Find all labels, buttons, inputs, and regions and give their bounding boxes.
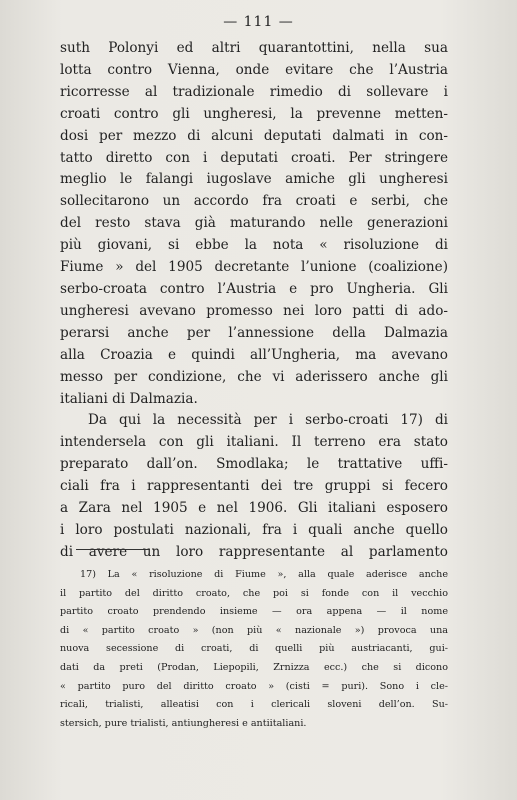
body-line: del resto stava già maturando nelle generazioni	[60, 215, 448, 232]
body-line: italiani di Dalmazia.	[60, 390, 198, 407]
footnote-line: stersich, pure trialisti, antiungheresi e antiitaliani.	[60, 717, 307, 729]
body-line: più giovani, si ebbe la nota « risoluzione di	[60, 237, 448, 254]
body-line: dosi per mezzo di alcuni deputati dalmati in con-	[60, 127, 448, 144]
body-line: tatto diretto con i deputati croati. Per stringere	[60, 149, 448, 166]
body-line: ciali fra i rappresentanti dei tre gruppi si fecero	[60, 478, 448, 495]
body-line: perarsi anche per l’annessione della Dalmazia	[60, 324, 448, 341]
footnote-line: ricali, trialisti, alleatisi con i clericali sloveni dell’on. Su-	[60, 699, 448, 711]
body-line: di avere un loro rappresentante al parlamento	[60, 543, 448, 560]
body-line: i loro postulati nazionali, fra i quali anche quello	[60, 521, 448, 538]
body-line: suth Polonyi ed altri quarantottini, nella sua	[60, 40, 448, 56]
body-line: Da qui la necessità per i serbo-croati 17) di	[88, 412, 448, 429]
footnote-line: di « partito croato » (non più « nazionale ») provoca una	[60, 624, 448, 636]
footnote-line: partito croato prendendo insieme — ora appena — il nome	[60, 606, 448, 618]
body-line: sollecitarono un accordo fra croati e serbi, che	[60, 193, 448, 210]
body-line: Fiume » del 1905 decretante l’unione (coalizione)	[60, 259, 448, 276]
body-line: lotta contro Vienna, onde evitare che l’Austria	[60, 61, 448, 78]
footnote-line: 17) La « risoluzione di Fiume », alla quale aderisce anche	[80, 569, 448, 580]
body-line: intendersela con gli italiani. Il terreno era stato	[60, 434, 448, 451]
body-line: meglio le falangi iugoslave amiche gli ungheresi	[60, 171, 448, 188]
body-line: ungheresi avevano promesso nei loro patti di ado-	[60, 302, 448, 319]
footnote-line: dati da preti (Prodan, Liepopili, Zrnizza ecc.) che si dicono	[60, 661, 448, 673]
body-line: ricorresse al tradizionale rimedio di sollevare i	[60, 83, 448, 100]
footnote-line: il partito del diritto croato, che poi si fonde con il vecchio	[60, 587, 448, 599]
body-line: croati contro gli ungheresi, la prevenne metten-	[60, 105, 448, 122]
main-text	[60, 38, 448, 564]
footnote	[60, 566, 448, 733]
body-line: preparato dall’on. Smodlaka; le trattative uffi-	[60, 456, 448, 473]
page-number: — 111 —	[223, 14, 294, 30]
body-line: messo per condizione, che vi aderissero anche gli	[60, 368, 448, 385]
footnote-line: nuova secessione di croati, di quelli più austriacanti, gui-	[60, 643, 448, 655]
footnote-line: « partito puro del diritto croato » (cisti = puri). Sono i cle-	[60, 680, 448, 692]
body-line: serbo-croata contro l’Austria e pro Ungheria. Gli	[60, 280, 448, 297]
body-line: alla Croazia e quindi all’Ungheria, ma avevano	[60, 346, 448, 363]
body-line: a Zara nel 1905 e nel 1906. Gli italiani esposero	[60, 500, 448, 517]
footnote-divider	[76, 549, 150, 550]
